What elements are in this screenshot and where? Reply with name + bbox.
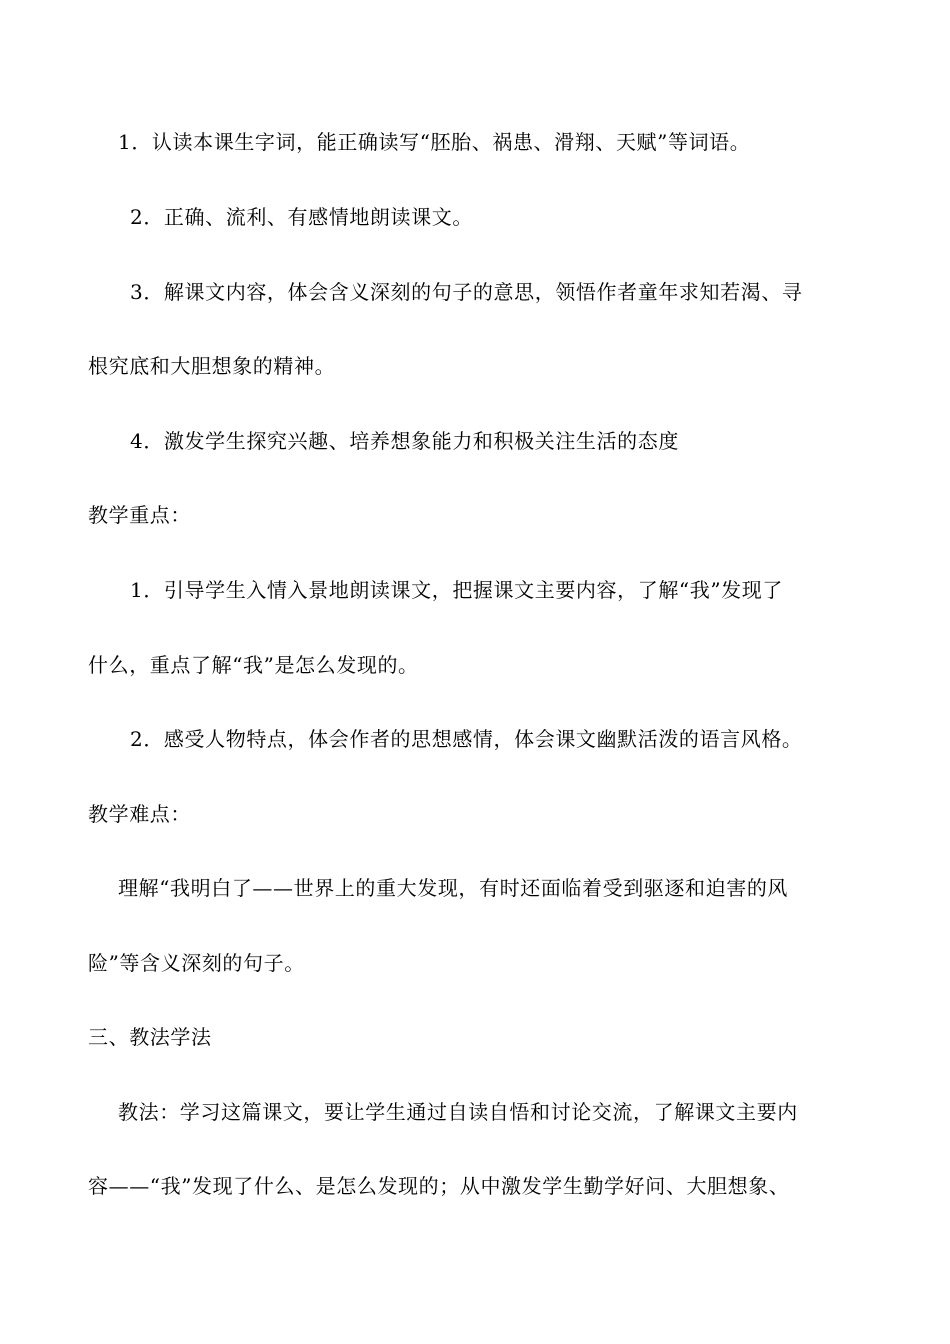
objective-3-line-1: 3．解课文内容，体会含义深刻的句子的意思，领悟作者童年求知若渴、寻 — [130, 280, 803, 304]
methods-heading: 三、教法学法 — [88, 1025, 212, 1049]
focus-1-line-1: 1．引导学生入情入景地朗读课文，把握课文主要内容，了解“我”发现了 — [130, 578, 783, 602]
focus-2: 2．感受人物特点，体会作者的思想感情，体会课文幽默活泼的语言风格。 — [130, 727, 803, 751]
objective-3-line-2: 根究底和大胆想象的精神。 — [88, 354, 336, 378]
difficulty-line-1: 理解“我明白了——世界上的重大发现，有时还面临着受到驱逐和迫害的风 — [118, 876, 789, 900]
objective-2: 2．正确、流利、有感情地朗读课文。 — [130, 205, 473, 229]
methods-line-2: 容——“我”发现了什么、是怎么发现的；从中激发学生勤学好问、大胆想象、 — [88, 1174, 790, 1198]
objective-4: 4．激发学生探究兴趣、培养想象能力和积极关注生活的态度 — [130, 429, 679, 453]
teaching-difficulty-heading: 教学难点： — [88, 802, 191, 826]
difficulty-line-2: 险”等含义深刻的句子。 — [88, 951, 305, 975]
focus-1-line-2: 什么，重点了解“我”是怎么发现的。 — [88, 653, 419, 677]
objective-1: 1．认读本课生字词，能正确读写“胚胎、祸患、滑翔、天赋”等词语。 — [118, 130, 751, 154]
teaching-focus-heading: 教学重点： — [88, 503, 191, 527]
methods-line-1: 教法：学习这篇课文，要让学生通过自读自悟和讨论交流，了解课文主要内 — [118, 1100, 798, 1124]
